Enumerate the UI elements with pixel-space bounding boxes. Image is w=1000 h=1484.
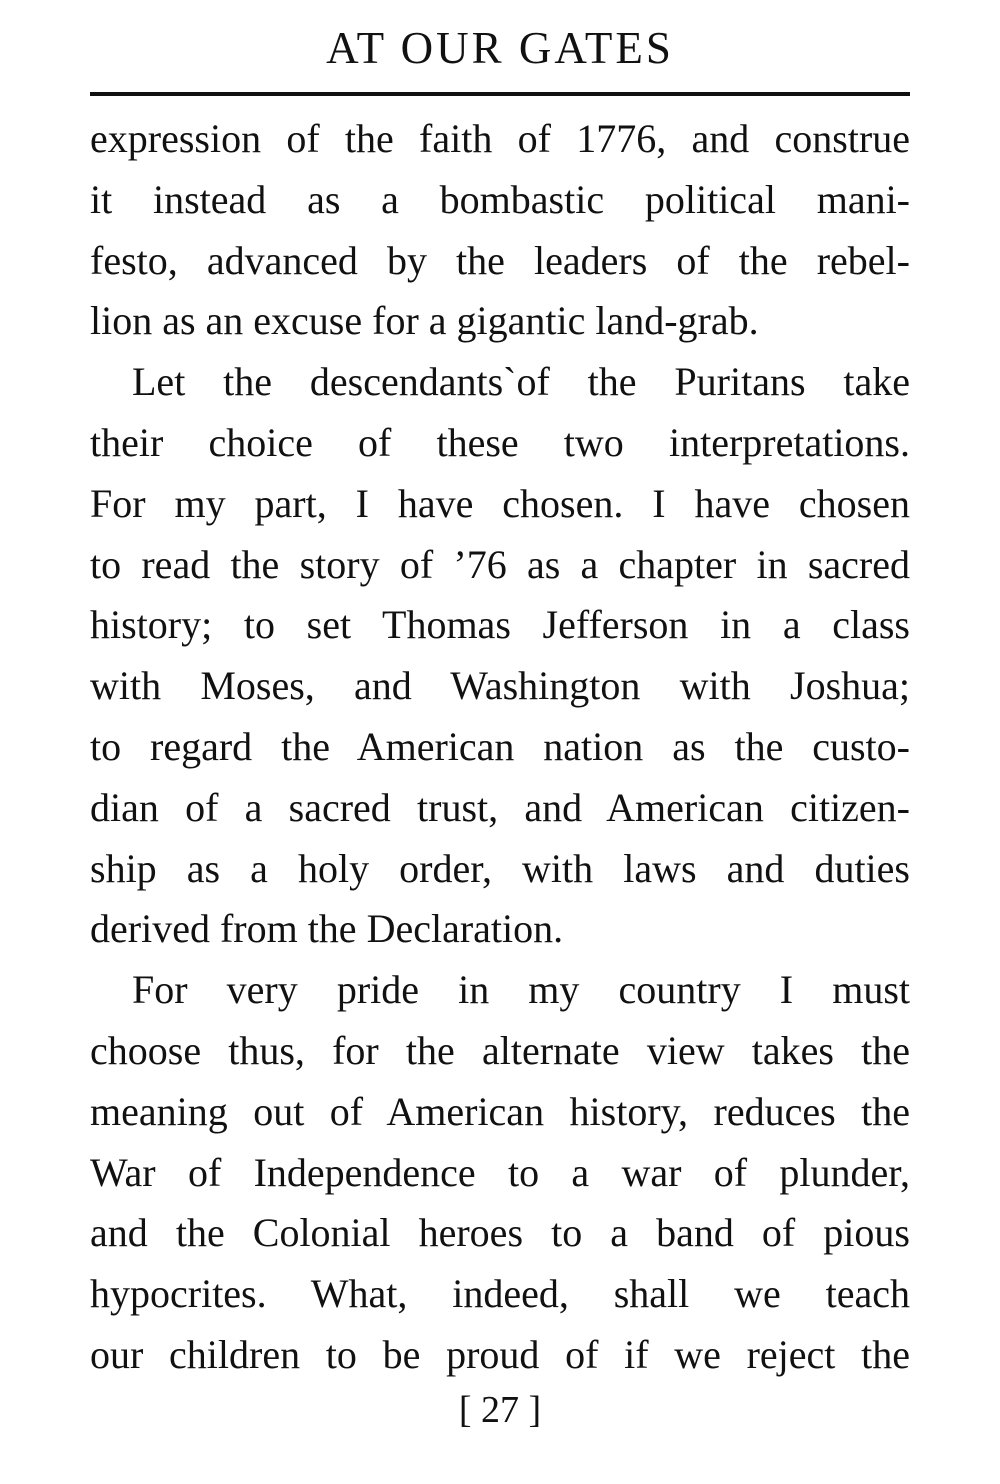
text-line: ship as a holy order, with laws and duties: [90, 845, 910, 891]
text-line: and the Colonial heroes to a band of pious: [90, 1210, 910, 1256]
text-line: to regard the American nation as the custo-: [90, 723, 910, 769]
text-line: to read the story of ’76 as a chapter in sacred: [90, 541, 910, 587]
text-line: our children to be proud of if we reject the: [90, 1331, 910, 1377]
text-line: Let the descendants`of the Puritans take: [132, 359, 910, 405]
header-rule: [90, 92, 910, 96]
text-line: history; to set Thomas Jefferson in a class: [90, 602, 910, 648]
running-head: AT OUR GATES: [326, 23, 674, 73]
text-line: For very pride in my country I must: [132, 967, 910, 1013]
text-line: it instead as a bombastic political mani-: [90, 176, 910, 222]
body-text: [90, 109, 910, 1386]
text-line: War of Independence to a war of plunder,: [90, 1149, 910, 1195]
text-line: lion as an excuse for a gigantic land-grab.: [90, 298, 759, 344]
page-number: [ 27 ]: [458, 1389, 542, 1431]
text-line: derived from the Declaration.: [90, 906, 564, 952]
text-line: For my part, I have chosen. I have chosen: [90, 480, 910, 526]
text-line: their choice of these two interpretations.: [90, 419, 910, 465]
text-line: meaning out of American history, reduces the: [90, 1088, 910, 1134]
text-line: festo, advanced by the leaders of the rebel-: [90, 237, 910, 283]
text-line: with Moses, and Washington with Joshua;: [90, 663, 910, 709]
text-line: dian of a sacred trust, and American citizen-: [90, 784, 910, 830]
text-line: hypocrites. What, indeed, shall we teach: [90, 1271, 910, 1317]
text-line: expression of the faith of 1776, and construe: [90, 116, 910, 161]
text-line: choose thus, for the alternate view takes the: [90, 1027, 910, 1073]
